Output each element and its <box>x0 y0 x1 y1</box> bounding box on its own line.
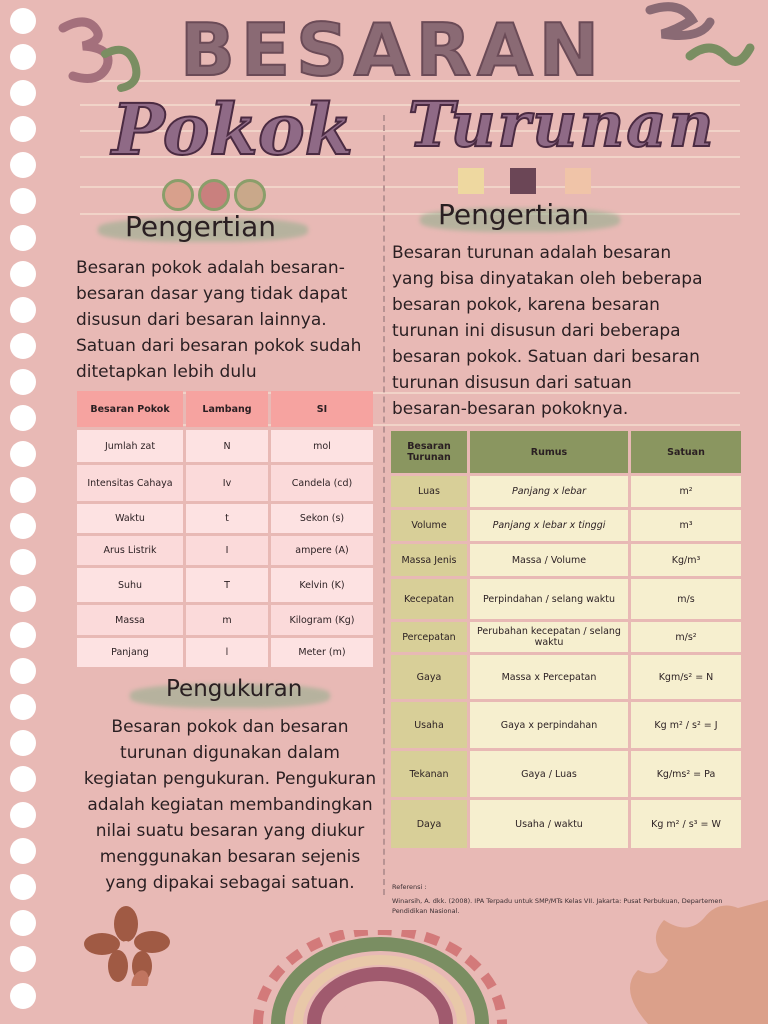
pengukuran-heading: Pengukuran <box>166 676 303 702</box>
column-divider <box>383 115 385 895</box>
pokok-title: Pokok <box>112 88 354 171</box>
binder-holes <box>10 8 38 1019</box>
table-row: Usaha Gaya x perpindahan Kg m² / s² = J <box>391 702 741 748</box>
besaran-turunan-table <box>388 428 744 851</box>
turunan-heading: Pengertian <box>438 198 590 231</box>
column-header: Lambang <box>186 391 268 427</box>
column-header: Besaran Pokok <box>77 391 183 427</box>
table-row: Jumlah zat N mol <box>77 430 373 462</box>
table-row: Massa m Kilogram (Kg) <box>77 605 373 635</box>
circle-decoration <box>234 179 266 211</box>
rainbow-decoration <box>240 930 520 1024</box>
square-decoration <box>458 168 484 194</box>
table-row: Arus Listrik I ampere (A) <box>77 536 373 565</box>
pokok-definition: Besaran pokok adalah besaran- besaran dasar yang tidak dapat disusun dari besaran lainnya. Satuan dari besaran pokok sudah ditetapkan lebih dulu <box>76 258 362 382</box>
column-header: Besaran Turunan <box>391 431 467 473</box>
besaran-pokok-table <box>74 388 376 670</box>
squiggle-left-decoration <box>55 14 145 94</box>
table-row: Percepatan Perubahan kecepatan / selang waktu m/s² <box>391 622 741 652</box>
square-decoration <box>510 168 536 194</box>
table-row: Volume Panjang x lebar x tinggi m³ <box>391 510 741 541</box>
table-row: Massa Jenis Massa / Volume Kg/m³ <box>391 544 741 576</box>
column-header: Satuan <box>631 431 741 473</box>
square-decoration <box>565 168 591 194</box>
flower-decoration <box>82 906 172 986</box>
table-row: Waktu t Sekon (s) <box>77 504 373 533</box>
table-row: Luas Panjang x lebar m² <box>391 476 741 507</box>
leaf-decoration <box>618 900 768 1024</box>
turunan-definition: Besaran turunan adalah besaran yang bisa dinyatakan oleh beberapa besaran pokok, karena besaran turunan ini disusun dari beberapa besaran pokok. Satuan dari besaran turunan disusun dari satuan besaran-besaran pokoknya. <box>392 243 703 419</box>
table-row: Kecepatan Perpindahan / selang waktu m/s <box>391 579 741 619</box>
table-row: Gaya Massa x Percepatan Kgm/s² = N <box>391 655 741 699</box>
table-row: Panjang l Meter (m) <box>77 638 373 667</box>
table-row: Tekanan Gaya / Luas Kg/ms² = Pa <box>391 751 741 797</box>
column-header: SI <box>271 391 373 427</box>
reference-text: Winarsih, A. dkk. (2008). IPA Terpadu untuk SMP/MTs Kelas VII. Jakarta: Pusat Perbukuan, Departemen Pendidikan Nasional. <box>392 897 723 915</box>
pengukuran-text: Besaran pokok dan besaran turunan digunakan dalam kegiatan pengukuran. Pengukuran adalah kegiatan membandingkan nilai suatu besaran yang diukur menggunakan besaran sejenis yang dipakai sebagai satuan. <box>83 717 377 893</box>
table-row: Daya Usaha / waktu Kg m² / s³ = W <box>391 800 741 848</box>
table-row: Suhu T Kelvin (K) <box>77 568 373 602</box>
main-title: BESARAN <box>180 8 606 92</box>
pokok-heading: Pengertian <box>125 210 277 243</box>
circle-decoration <box>198 179 230 211</box>
squiggle-right-decoration <box>640 0 760 80</box>
turunan-title: Turunan <box>408 88 716 161</box>
reference-label: Referensi : <box>392 883 427 891</box>
circle-decoration <box>162 179 194 211</box>
table-row: Intensitas Cahaya Iv Candela (cd) <box>77 465 373 501</box>
column-header: Rumus <box>470 431 628 473</box>
